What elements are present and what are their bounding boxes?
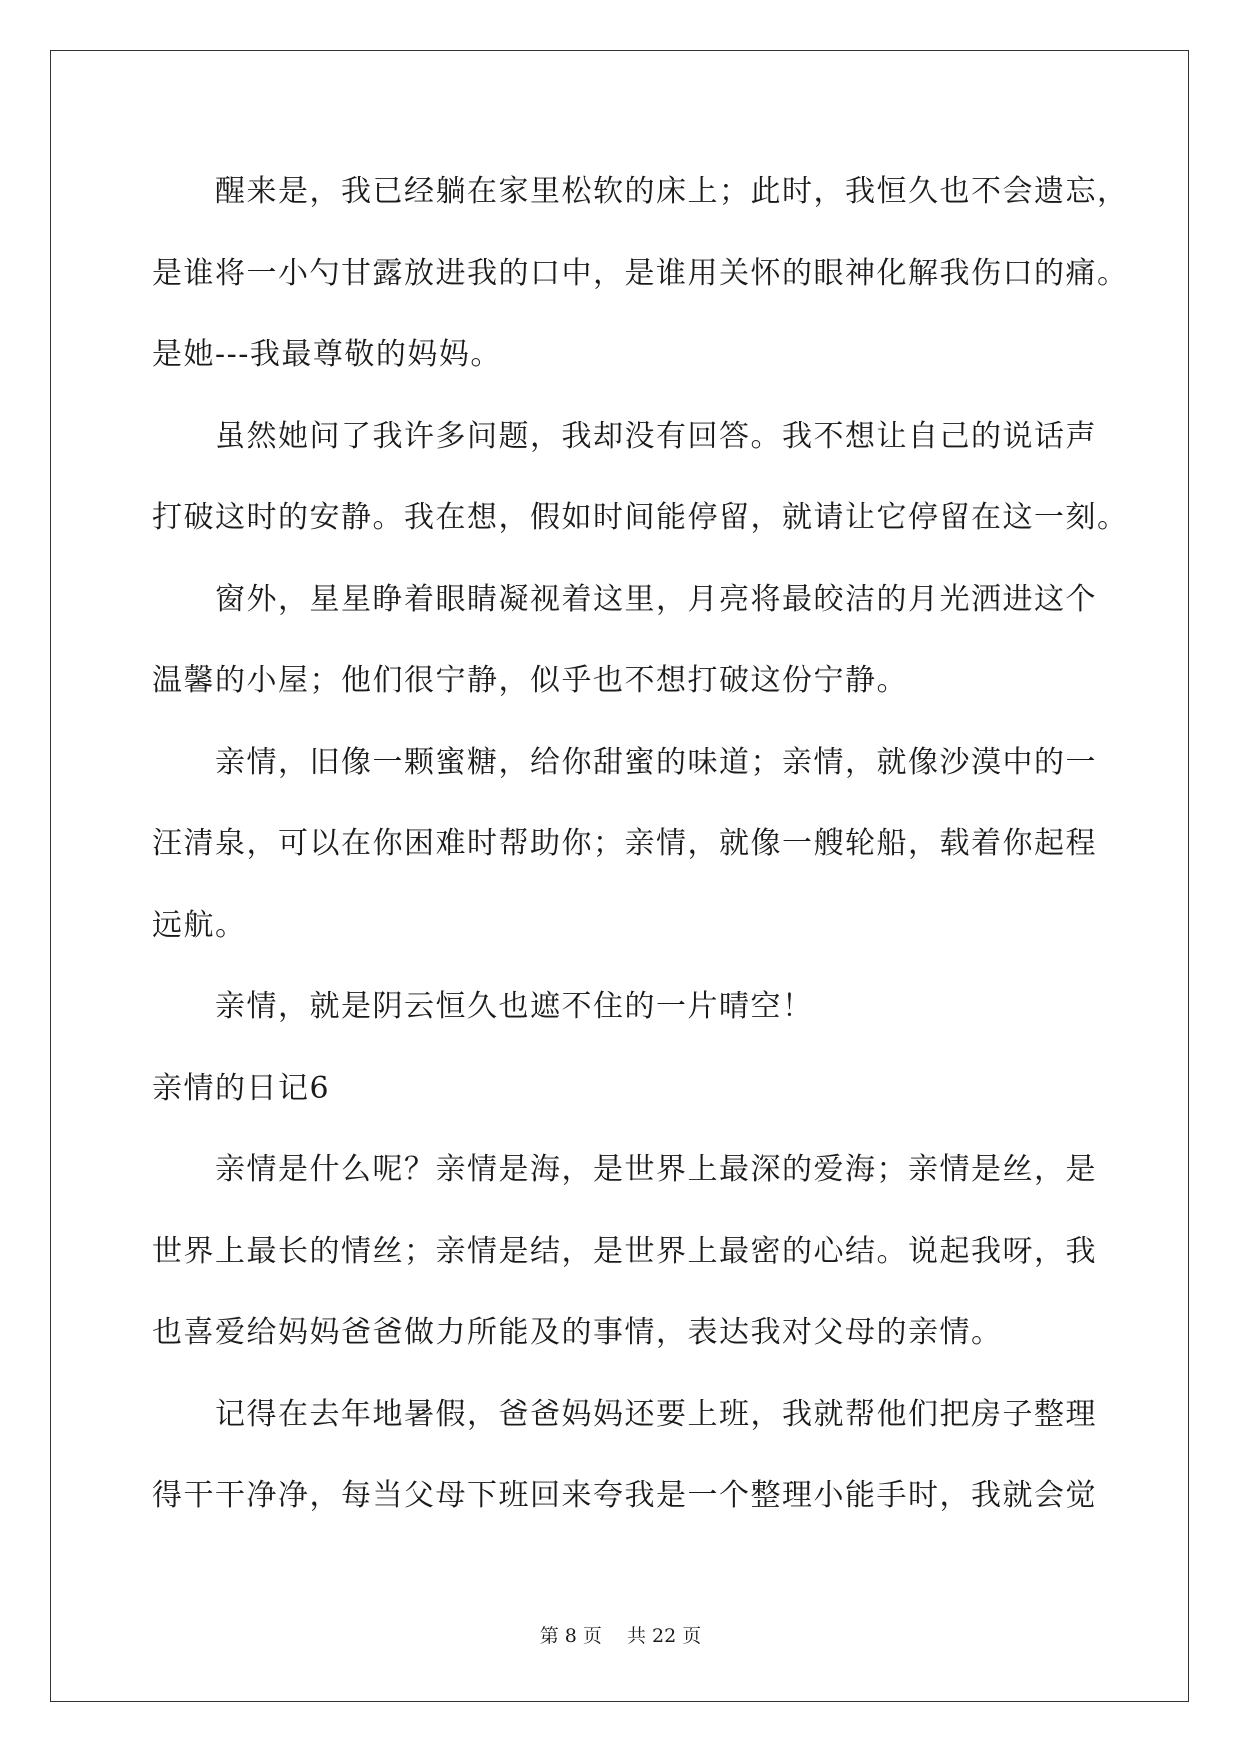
text-line: 是她---我最尊敬的妈妈。 — [152, 337, 502, 372]
text-line: 得干干净净，每当父母下班回来夸我是一个整理小能手时，我就会觉 — [152, 1478, 1097, 1513]
section-heading: 亲情的日记6 — [152, 1071, 331, 1106]
text-line: 亲情是什么呢？亲情是海，是世界上最深的爱海；亲情是丝，是 — [215, 1152, 1097, 1187]
text-line: 温馨的小屋；他们很宁静，似乎也不想打破这份宁静。 — [152, 663, 908, 698]
text-line: 汪清泉，可以在你困难时帮助你；亲情，就像一艘轮船，载着你起程 — [152, 826, 1097, 861]
text-line: 远航。 — [152, 908, 247, 943]
text-line: 醒来是，我已经躺在家里松软的床上；此时，我恒久也不会遗忘， — [215, 174, 1129, 209]
text-line: 亲情，旧像一颗蜜糖，给你甜蜜的味道；亲情，就像沙漠中的一 — [215, 745, 1097, 780]
page-number-footer: 第 8 页 共 22 页 — [539, 1625, 702, 1647]
text-line: 打破这时的安静。我在想，假如时间能停留，就请让它停留在这一刻。 — [152, 500, 1129, 535]
text-line: 世界上最长的情丝；亲情是结，是世界上最密的心结。说起我呀，我 — [152, 1234, 1097, 1269]
text-line: 记得在去年地暑假，爸爸妈妈还要上班，我就帮他们把房子整理 — [215, 1397, 1097, 1432]
text-line: 是谁将一小勺甘露放进我的口中，是谁用关怀的眼神化解我伤口的痛。 — [152, 256, 1129, 291]
text-line: 虽然她问了我许多问题，我却没有回答。我不想让自己的说话声 — [215, 419, 1097, 454]
text-line: 也喜爱给妈妈爸爸做力所能及的事情，表达我对父母的亲情。 — [152, 1315, 1003, 1350]
text-line: 窗外，星星睁着眼睛凝视着这里，月亮将最皎洁的月光洒进这个 — [215, 582, 1097, 617]
page-border — [50, 50, 1189, 1702]
text-line: 亲情，就是阴云恒久也遮不住的一片晴空！ — [215, 989, 814, 1024]
